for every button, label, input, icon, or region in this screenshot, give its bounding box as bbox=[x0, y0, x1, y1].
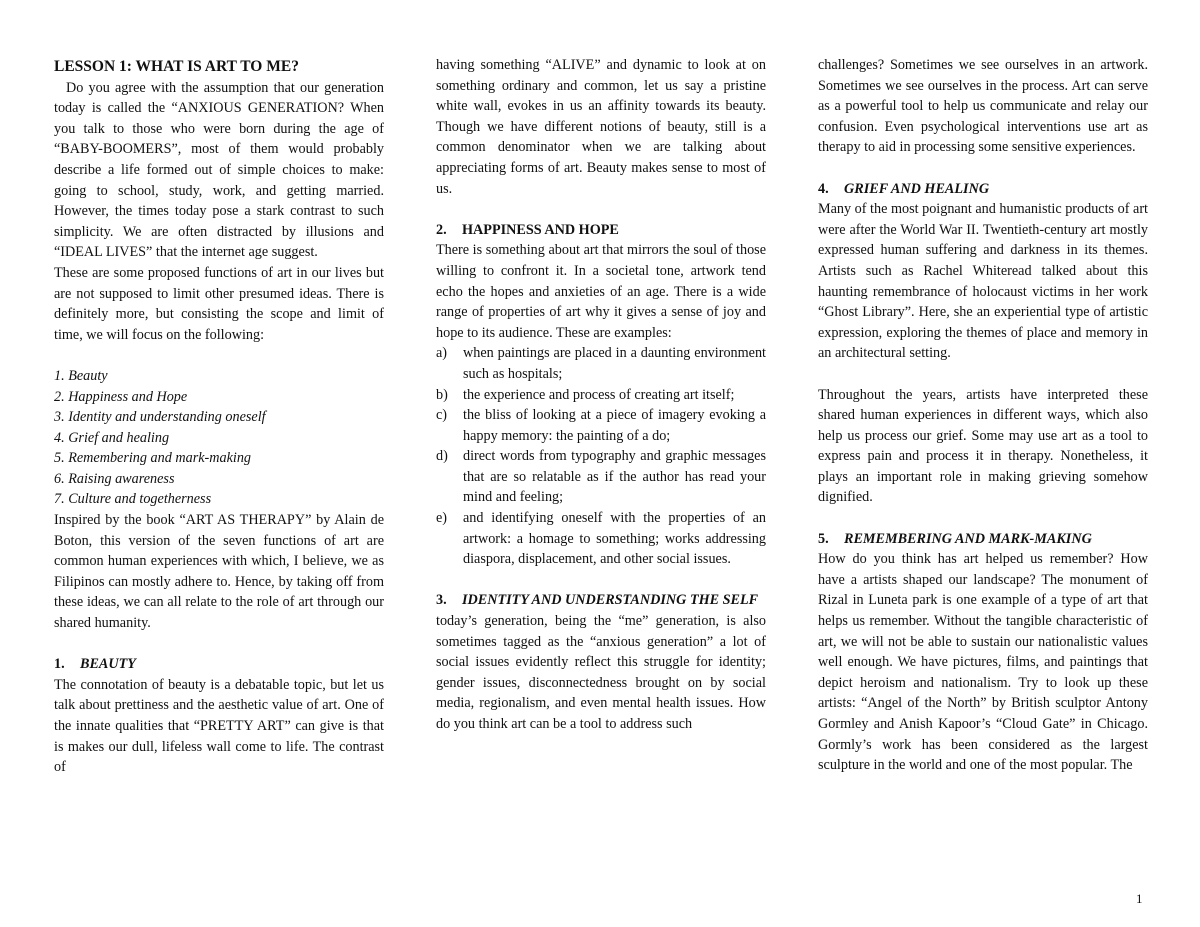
spacer bbox=[818, 508, 1148, 529]
list-item bbox=[436, 508, 766, 570]
section-number: 2. bbox=[436, 221, 447, 238]
grief-paragraph-1: Many of the most poignant and humanistic products of art were after the World War II. Twentieth-century art mostly expressed human suffering and darkness in its themes. Artists such as Rachel Whiteread talked about this haunting remembrance of holocaust victims in her work “Ghost Library”. Here, she an experiential type of artistic expression, exploring the themes of place and memory in an architectural setting. bbox=[818, 201, 1148, 362]
list-text: and identifying oneself with the properties of an artwork: a homage to something; works addressing diaspora, displacement, and other social issues. bbox=[463, 510, 766, 568]
spacer bbox=[818, 364, 1148, 385]
identity-paragraph: today’s generation, being the “me” generation, is also sometimes tagged as the “anxious generation” a lot of social issues evidently reflect this struggle for identity; gender issues, disconnectedness brought on by social media, regionalism, and even mental health issues. How do you think art can be a tool to address such bbox=[436, 613, 766, 732]
list-text: when paintings are placed in a daunting environment such as hospitals; bbox=[463, 345, 766, 382]
section-title: IDENTITY AND UNDERSTANDING THE SELF bbox=[462, 592, 759, 609]
list-text: the bliss of looking at a piece of imagery evoking a happy memory: the painting of a do; bbox=[463, 407, 766, 444]
list-label: d) bbox=[436, 448, 448, 465]
section-heading-beauty bbox=[54, 654, 384, 675]
function-item: 1. Beauty bbox=[54, 367, 108, 384]
function-item: 2. Happiness and Hope bbox=[54, 388, 188, 405]
spacer bbox=[54, 634, 384, 655]
spacer bbox=[818, 158, 1148, 179]
list-label: b) bbox=[436, 386, 448, 403]
examples-list bbox=[436, 343, 766, 570]
section-title: GRIEF AND HEALING bbox=[844, 180, 990, 197]
list-label: c) bbox=[436, 407, 448, 424]
section-number: 1. bbox=[54, 656, 65, 673]
section-number: 3. bbox=[436, 592, 447, 609]
column-2 bbox=[436, 55, 766, 735]
section-heading-grief bbox=[818, 179, 1148, 200]
list-item bbox=[436, 405, 766, 446]
function-item: 6. Raising awareness bbox=[54, 470, 175, 487]
section-heading-happiness bbox=[436, 220, 766, 241]
column-1 bbox=[54, 57, 384, 778]
list-label: e) bbox=[436, 510, 448, 527]
intro-paragraph-2: These are some proposed functions of art in our lives but are not supposed to limit other presumed ideas. There is definitely more, but consisting the scope and limit of time, we will focus on the following: bbox=[54, 264, 384, 343]
list-text: direct words from typography and graphic messages that are so relatable as if the author has read your mind and feeling; bbox=[463, 448, 766, 506]
list-text: the experience and process of creating art itself; bbox=[463, 386, 735, 403]
happiness-paragraph: There is something about art that mirrors the soul of those willing to confront it. In a societal tone, artwork tend echo the hopes and anxieties of an age. There is a wide range of properties of art why it gives a sense of joy and hope to its audience. These are examples: bbox=[436, 242, 766, 341]
beauty-paragraph-continued: having something “ALIVE” and dynamic to look at on something ordinary and common, let us say a pristine white wall, evokes in us an affinity towards its beauty. Though we have different notions of beauty, still is a common denominator when we are talking about appreciating forms of art. Beauty makes sense to most of us. bbox=[436, 57, 766, 197]
spacer bbox=[54, 345, 384, 366]
section-title: BEAUTY bbox=[80, 656, 136, 673]
intro-paragraph-3: Inspired by the book “ART AS THERAPY” by Alain de Boton, this version of the seven functions of art are common human experiences with which, I believe, we as Filipinos can mostly adhere to. Hence, by taking off from these ideas, we can all relate to the role of art through our shared humanity. bbox=[54, 512, 384, 632]
lesson-title: LESSON 1: WHAT IS ART TO ME? bbox=[54, 58, 299, 75]
section-title: REMEMBERING AND MARK-MAKING bbox=[844, 530, 1092, 547]
page-number: 1 bbox=[1136, 891, 1143, 906]
list-label: a) bbox=[436, 345, 448, 362]
remembering-paragraph: How do you think has art helped us remember? How have a artists shaped our landscape? The monument of Rizal in Luneta park is one example of a type of art that helps us remember. Without the tangible characteristic of art, we will not be able to sustain our nationalistic values well enough. We have pictures, films, and paintings that depict heroism and nationalism. Try to look up these artists: “Angel of the North” by British sculptor Antony Gormley and Anish Kapoor’s “Cloud Gate” in Chicago. Gormly’s work has been considered as the largest sculpture in the world and one of the most popular. The bbox=[818, 551, 1148, 774]
function-item: 5. Remembering and mark-making bbox=[54, 450, 252, 467]
identity-paragraph-continued: challenges? Sometimes we see ourselves in an artwork. Sometimes we see ourselves in the process. Art can serve as a powerful tool to help us communicate and relay our confusion. Even psychological interventions use art as therapy to aid in processing some sensitive experiences. bbox=[818, 57, 1148, 156]
functions-list bbox=[54, 366, 384, 510]
section-heading-remembering bbox=[818, 529, 1148, 550]
beauty-paragraph: The connotation of beauty is a debatable topic, but let us talk about prettiness and the aesthetic value of art. One of the innate qualities that “PRETTY ART” can give is that is makes our dull, lifeless wall come to life. The contrast of bbox=[54, 676, 384, 776]
list-item bbox=[436, 385, 766, 406]
function-item: 7. Culture and togetherness bbox=[54, 491, 212, 508]
list-item bbox=[436, 446, 766, 508]
section-heading-identity bbox=[436, 590, 766, 611]
spacer bbox=[436, 199, 766, 220]
section-number: 5. bbox=[818, 530, 829, 547]
column-3 bbox=[818, 55, 1148, 776]
grief-paragraph-2: Throughout the years, artists have interpreted these shared human experiences in different ways, which also help us process our grief. Some may use art as a tool to express pain and process it in therapy. Nonetheless, it plays an important role in making grieving somehow dignified. bbox=[818, 386, 1148, 506]
list-item bbox=[436, 343, 766, 384]
function-item: 3. Identity and understanding oneself bbox=[54, 409, 266, 426]
spacer bbox=[436, 570, 766, 591]
function-item: 4. Grief and healing bbox=[54, 429, 170, 446]
section-number: 4. bbox=[818, 180, 829, 197]
section-title: HAPPINESS AND HOPE bbox=[462, 221, 619, 238]
intro-paragraph-1: Do you agree with the assumption that our generation today is called the “ANXIOUS GENERATION? When you talk to those who were born during the age of “BABY-BOOMERS”, most of them would probably describe a life formed out of simple choices to make: going to school, study, work, and getting married. However, the times today pose a stark contrast to such simplicity. We are often distracted by illusions and “IDEAL LIVES” that the internet age suggest. bbox=[54, 79, 384, 261]
